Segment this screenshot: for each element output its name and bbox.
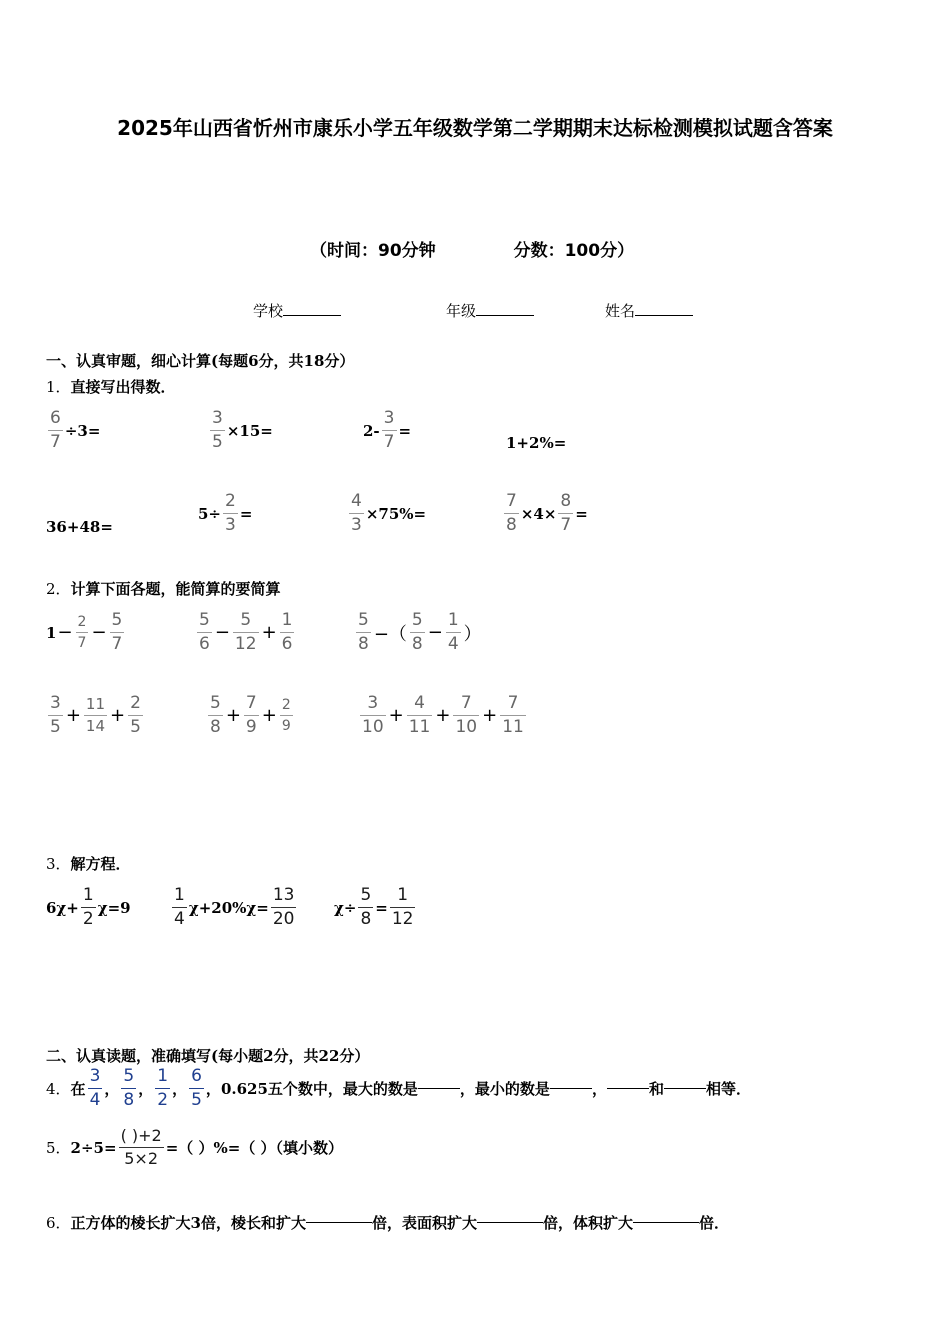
operator: + [435, 705, 451, 726]
fraction: $\frac{7}{10}$ [455, 693, 478, 737]
question-3 [46, 853, 131, 874]
fraction: $\frac{( )+2}{5\times 2}$ [120, 1126, 162, 1168]
question-text: 倍，体积扩大 [543, 1214, 634, 1232]
question-text: 计算下面各题，能简算的要简算 [70, 580, 281, 598]
fraction: $\frac{4}{3}$ [351, 491, 362, 535]
q2-expr-5 [206, 695, 295, 736]
fraction: $\frac{5}{7}$ [111, 610, 123, 654]
q1-item-f [198, 493, 252, 534]
question-number: 6． [46, 1214, 71, 1232]
grade-blank[interactable] [476, 315, 534, 316]
answer-blank[interactable] [477, 1222, 543, 1223]
q2-expr-1 [46, 612, 126, 653]
question-number: 1． [46, 378, 71, 396]
fraction: $\frac{4}{11}$ [408, 693, 431, 737]
exam-time: （时间：90分钟 [310, 241, 436, 261]
operator: + [225, 705, 241, 726]
separator: ， [172, 1080, 188, 1098]
operator: − [91, 622, 107, 643]
grade-label: 年级 [446, 302, 477, 320]
expression-operator: ×4× [520, 504, 557, 523]
q1-item-b [208, 410, 273, 451]
fraction: $\frac{7}{8}$ [506, 491, 517, 535]
fraction: $\frac{1}{12}$ [391, 885, 414, 929]
expression-tail: ÷3= [64, 421, 101, 440]
lead-number: 1 [46, 623, 57, 642]
page-title: 2025年山西省忻州市康乐小学五年级数学第二学期期末达标检测模拟试题含答案 [117, 116, 833, 140]
question-6 [46, 1212, 729, 1233]
fraction: $\frac{2}{5}$ [130, 693, 141, 737]
question-number: 3． [46, 855, 71, 873]
q1-item-a [46, 410, 100, 451]
expression-tail: χ=9 [97, 898, 131, 917]
question-prefix: 在 [70, 1080, 86, 1098]
q2-expr-6 [358, 695, 528, 736]
answer-blank[interactable] [306, 1222, 372, 1223]
fraction: $\frac{6}{7}$ [50, 408, 61, 452]
q1-item-e: 36+48= [46, 518, 113, 536]
q2-expr-4 [46, 695, 145, 736]
fraction: $\frac{2}{9}$ [281, 697, 291, 734]
fraction: $\frac{1}{2}$ [157, 1066, 169, 1110]
fraction: $\frac{3}{10}$ [362, 693, 384, 737]
fraction: $\frac{3}{5}$ [212, 408, 223, 452]
question-text: 和 [648, 1080, 664, 1098]
school-label: 学校 [253, 302, 284, 320]
fraction: $\frac{2}{7}$ [77, 614, 87, 651]
expression-operator: = [375, 898, 388, 917]
fraction: $\frac{5}{8}$ [360, 885, 372, 929]
separator: ， [205, 1080, 221, 1098]
q3-equation-2 [170, 887, 298, 928]
question-text: 倍． [699, 1214, 730, 1232]
operator: + [261, 622, 277, 643]
operator: − [214, 622, 230, 643]
question-text: 直接写出得数． [70, 378, 176, 396]
school-blank[interactable] [283, 315, 341, 316]
fraction: $\frac{5}{8}$ [210, 693, 221, 737]
separator: ， [138, 1080, 154, 1098]
question-text: 解方程． [70, 855, 131, 873]
answer-blank[interactable] [418, 1088, 460, 1089]
answer-blank[interactable] [550, 1088, 592, 1089]
expression-tail: = [239, 504, 253, 523]
question-text: 倍，表面积扩大 [372, 1214, 478, 1232]
fraction: $\frac{7}{11}$ [502, 693, 524, 737]
q1-item-c [363, 410, 411, 451]
fraction: $\frac{7}{9}$ [245, 693, 257, 737]
answer-blank[interactable] [607, 1088, 649, 1089]
fraction: $\frac{6}{5}$ [191, 1066, 202, 1110]
q1-item-g [347, 493, 426, 534]
fraction: $\frac{8}{7}$ [560, 491, 572, 535]
operator: − [427, 622, 443, 643]
fraction: $\frac{1}{6}$ [281, 610, 293, 654]
answer-blank[interactable] [664, 1088, 706, 1089]
answer-blank[interactable] [633, 1222, 699, 1223]
operator: − [57, 622, 73, 643]
question-number: 2． [46, 580, 71, 598]
expression-prefix: 2- [363, 421, 380, 440]
operator: + [110, 705, 126, 726]
separator: ， [104, 1080, 120, 1098]
question-2 [46, 578, 281, 599]
question-text: 相等． [705, 1080, 751, 1098]
fraction: $\frac{5}{12}$ [234, 610, 257, 654]
expression-prefix: 6χ+ [46, 898, 79, 917]
fraction: $\frac{5}{8}$ [123, 1066, 135, 1110]
q3-equation-1 [46, 887, 131, 928]
exam-meta [310, 236, 634, 261]
operator: + [482, 705, 498, 726]
question-1 [46, 376, 176, 397]
question-prefix: 2÷5= [70, 1138, 117, 1157]
fraction: $\frac{1}{2}$ [82, 885, 94, 929]
q1-item-d: 1+2%= [506, 434, 567, 452]
name-blank[interactable] [635, 315, 693, 316]
operator: + [65, 705, 81, 726]
exam-score: 分数：100分） [513, 241, 635, 261]
fraction: $\frac{3}{5}$ [50, 693, 61, 737]
fraction: $\frac{13}{20}$ [272, 885, 295, 929]
question-number: 4． [46, 1080, 71, 1098]
question-text: =（ ）%=（ ）（填小数） [165, 1139, 344, 1157]
fraction: $\frac{1}{4}$ [174, 885, 185, 929]
fraction: $\frac{3}{7}$ [383, 408, 395, 452]
question-text: ， [591, 1080, 607, 1098]
fraction: $\frac{5}{8}$ [411, 610, 423, 654]
school-field [253, 300, 341, 321]
q1-item-h [502, 493, 588, 534]
name-label: 姓名 [605, 302, 636, 320]
question-4 [46, 1068, 751, 1109]
question-text: ，最小的数是 [459, 1080, 550, 1098]
section-1-heading: 一、认真审题，细心计算(每题6分，共18分） [46, 352, 355, 370]
operator: + [261, 705, 277, 726]
q2-expr-3 [354, 612, 483, 653]
expression-tail: ×75%= [365, 504, 427, 523]
fraction: $\frac{5}{6}$ [199, 610, 210, 654]
fraction: $\frac{2}{3}$ [225, 491, 236, 535]
operator: ） [463, 623, 482, 645]
name-field [605, 300, 693, 321]
q3-equation-3 [334, 887, 417, 928]
expression-prefix: χ÷ [334, 898, 357, 917]
section-2-heading: 二、认真读题，准确填写(每小题2分，共22分） [46, 1047, 370, 1065]
question-text: 0.625五个数中，最大的数是 [220, 1080, 418, 1098]
question-text: 正方体的棱长扩大3倍，棱长和扩大 [70, 1214, 306, 1232]
expression-tail: = [575, 504, 588, 523]
question-number: 5． [46, 1139, 71, 1157]
expression-tail: ×15= [226, 421, 273, 440]
fraction: $\frac{5}{8}$ [358, 610, 369, 654]
fraction: $\frac{3}{4}$ [89, 1066, 101, 1110]
expression-prefix: 5÷ [198, 504, 222, 523]
operator: −（ [373, 623, 407, 645]
fraction: $\frac{11}{14}$ [85, 695, 106, 735]
operator: + [388, 705, 404, 726]
expression-operator: χ+20%χ= [188, 898, 269, 917]
fraction: $\frac{1}{4}$ [447, 610, 459, 654]
q2-expr-2 [195, 612, 296, 653]
grade-field [446, 300, 534, 321]
question-5 [46, 1128, 343, 1167]
expression-tail: = [398, 421, 412, 440]
